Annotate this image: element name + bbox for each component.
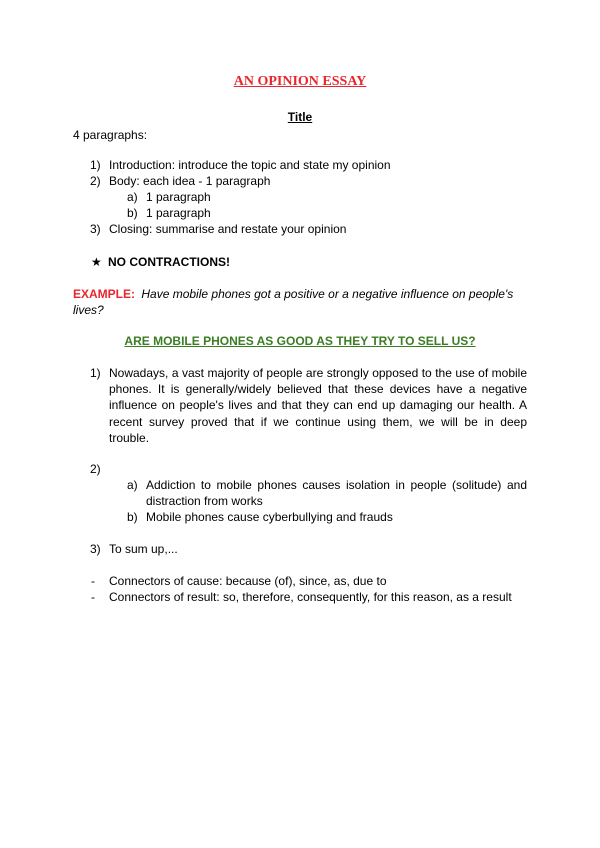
list-number: 3) [90, 222, 101, 236]
note-text: NO CONTRACTIONS! [108, 255, 230, 269]
list-item: Introduction: introduce the topic and state my opinion [109, 158, 391, 172]
sublist-letter: a) [127, 478, 138, 492]
essay-paragraph: Nowadays, a vast majority of people are strongly opposed to the use of mobile phones. It is generally/widely believed that these devices have a negative influence on people's lives and that they can end up damaging our health. A recent survey proved that if we continue using them, we will be in deep trouble. [109, 366, 527, 445]
list-item: Body: each idea - 1 paragraph [109, 174, 271, 188]
list-number: 1) [90, 158, 101, 172]
bullet-dash: - [91, 574, 95, 588]
essay-title: ARE MOBILE PHONES AS GOOD AS THEY TRY TO SELL US? [124, 334, 476, 348]
connector-item: Connectors of cause: because (of), since, as, due to [109, 574, 387, 588]
star-icon: ★ [91, 255, 102, 269]
sublist-item: 1 paragraph [146, 190, 211, 204]
essay-subpoint: Addiction to mobile phones causes isolation in people (solitude) and distraction from works [146, 478, 527, 508]
bullet-dash: - [91, 590, 95, 604]
list-number: 2) [90, 174, 101, 188]
page-title: AN OPINION ESSAY [233, 74, 367, 89]
connector-item: Connectors of result: so, therefore, consequently, for this reason, as a result [109, 590, 512, 604]
essay-number: 2) [90, 462, 101, 476]
example-question-cont: lives? [73, 303, 104, 317]
essay-number: 3) [90, 542, 101, 556]
essay-subpoint: Mobile phones cause cyberbullying and frauds [146, 510, 393, 524]
example-label: EXAMPLE: [73, 287, 136, 301]
sublist-letter: b) [127, 510, 138, 524]
sublist-letter: a) [127, 190, 138, 204]
essay-number: 1) [90, 366, 101, 380]
essay-conclusion: To sum up,... [109, 542, 178, 556]
subtitle: Title [287, 110, 313, 124]
sublist-item: 1 paragraph [146, 206, 211, 220]
example-line [73, 286, 513, 302]
paragraph-count: 4 paragraphs: [73, 128, 148, 142]
list-item: Closing: summarise and restate your opinion [109, 222, 347, 236]
example-question: Have mobile phones got a positive or a negative influence on people's [141, 287, 514, 301]
sublist-letter: b) [127, 206, 138, 220]
